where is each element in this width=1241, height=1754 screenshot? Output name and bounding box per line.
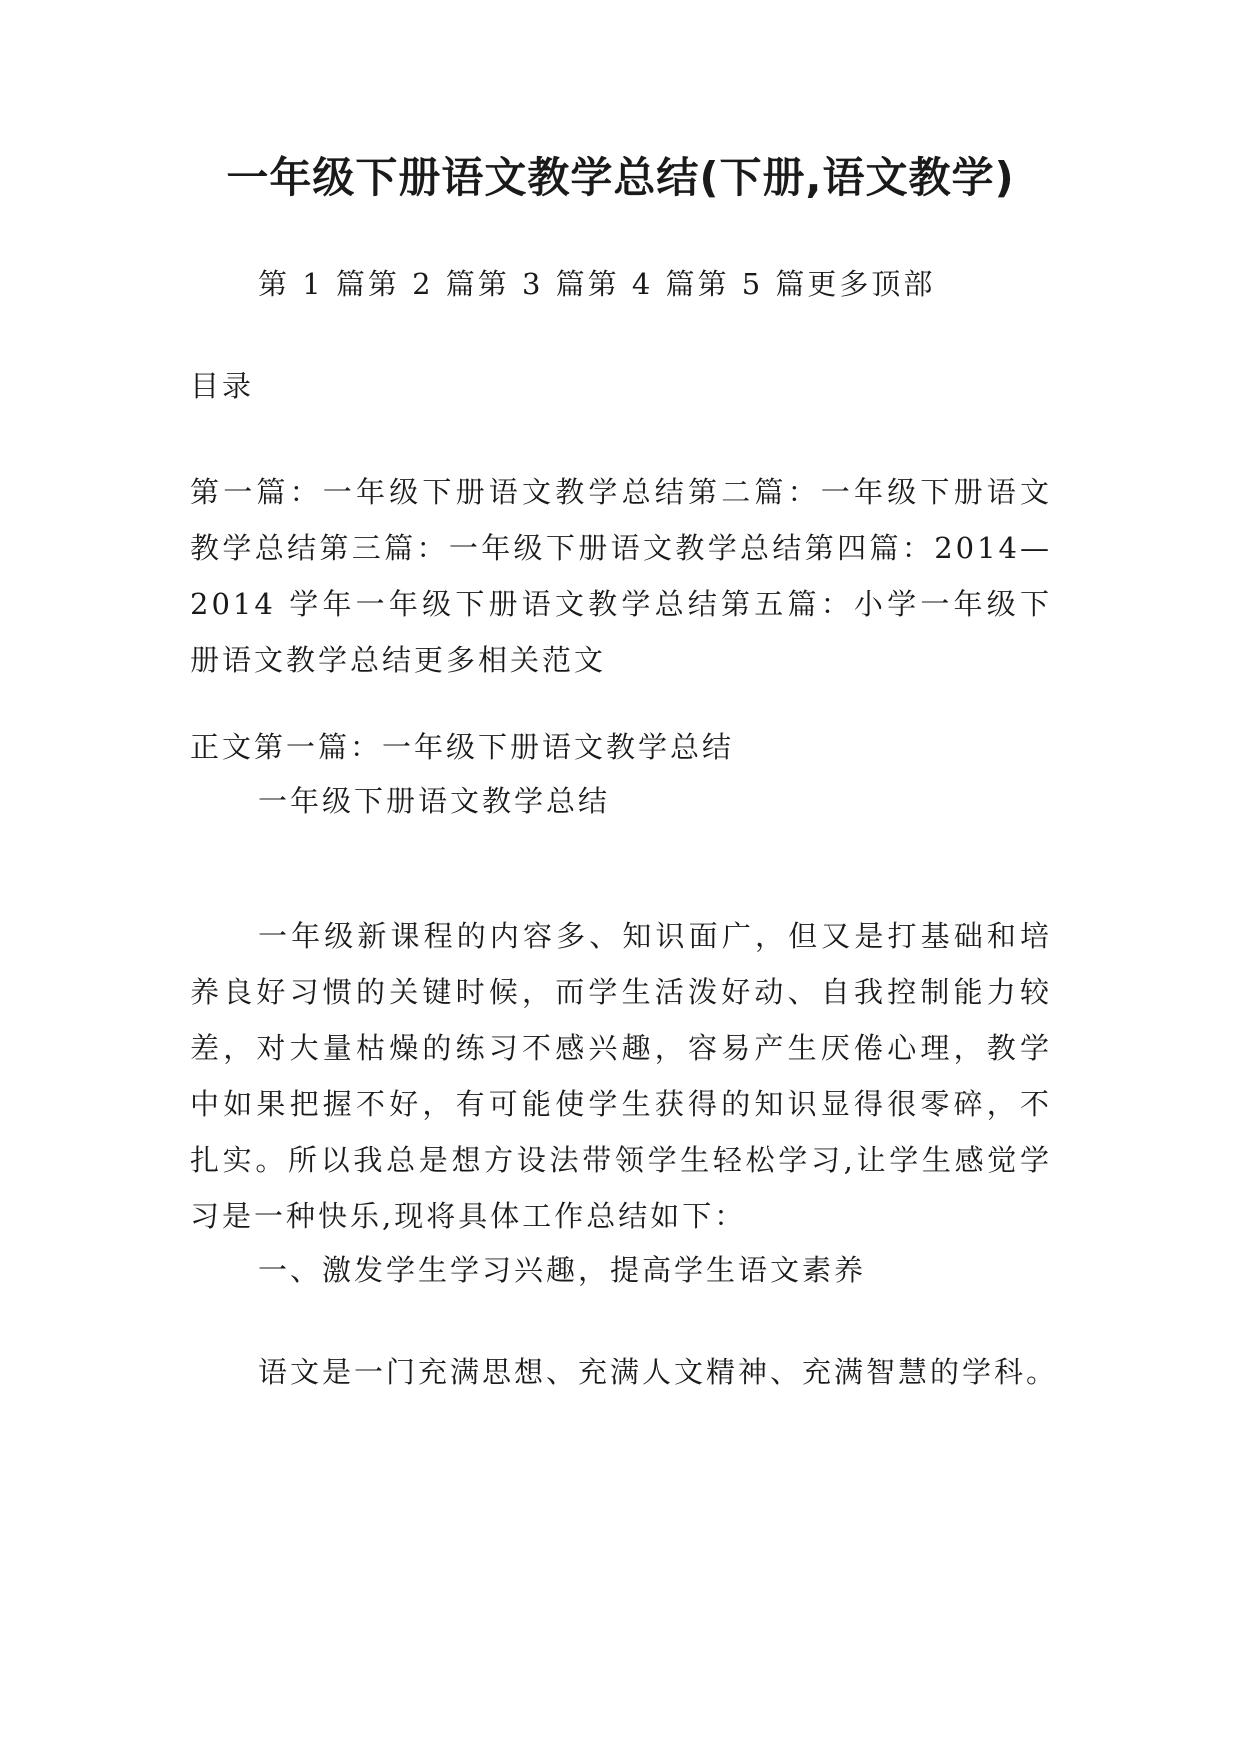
document-title: 一年级下册语文教学总结(下册,语文教学)	[226, 153, 1015, 202]
paragraph-chinese-subject: 语文是一门充满思想、充满人文精神、充满智慧的学科。	[258, 1355, 1059, 1389]
section-heading: 一、激发学生学习兴趣，提高学生语文素养	[258, 1253, 867, 1287]
toc-text: 第一篇：一年级下册语文教学总结第二篇：一年级下册语文教学总结第三篇：一年级下册语文教学总结第四篇：2014—2014 学年一年级下册语文教学总结第五篇：小学一年级下册语文教学总结更多相关范文	[190, 475, 1052, 677]
article-subtitle: 一年级下册语文教学总结	[258, 784, 611, 818]
toc-heading: 目录	[190, 369, 255, 403]
article-nav-links[interactable]: 第 1 篇第 2 篇第 3 篇第 4 篇第 5 篇更多顶部	[258, 267, 936, 301]
paragraph-intro: 一年级新课程的内容多、知识面广，但又是打基础和培养良好习惯的关键时候，而学生活泼好动、自我控制能力较差，对大量枯燥的练习不感兴趣，容易产生厌倦心理，教学中如果把握不好，有可能使学生获得的知识显得很零碎，不扎实。所以我总是想方设法带领学生轻松学习,让学生感觉学习是一种快乐,现将具体工作总结如下：	[190, 919, 1052, 1233]
body-heading: 正文第一篇：一年级下册语文教学总结	[190, 730, 735, 764]
